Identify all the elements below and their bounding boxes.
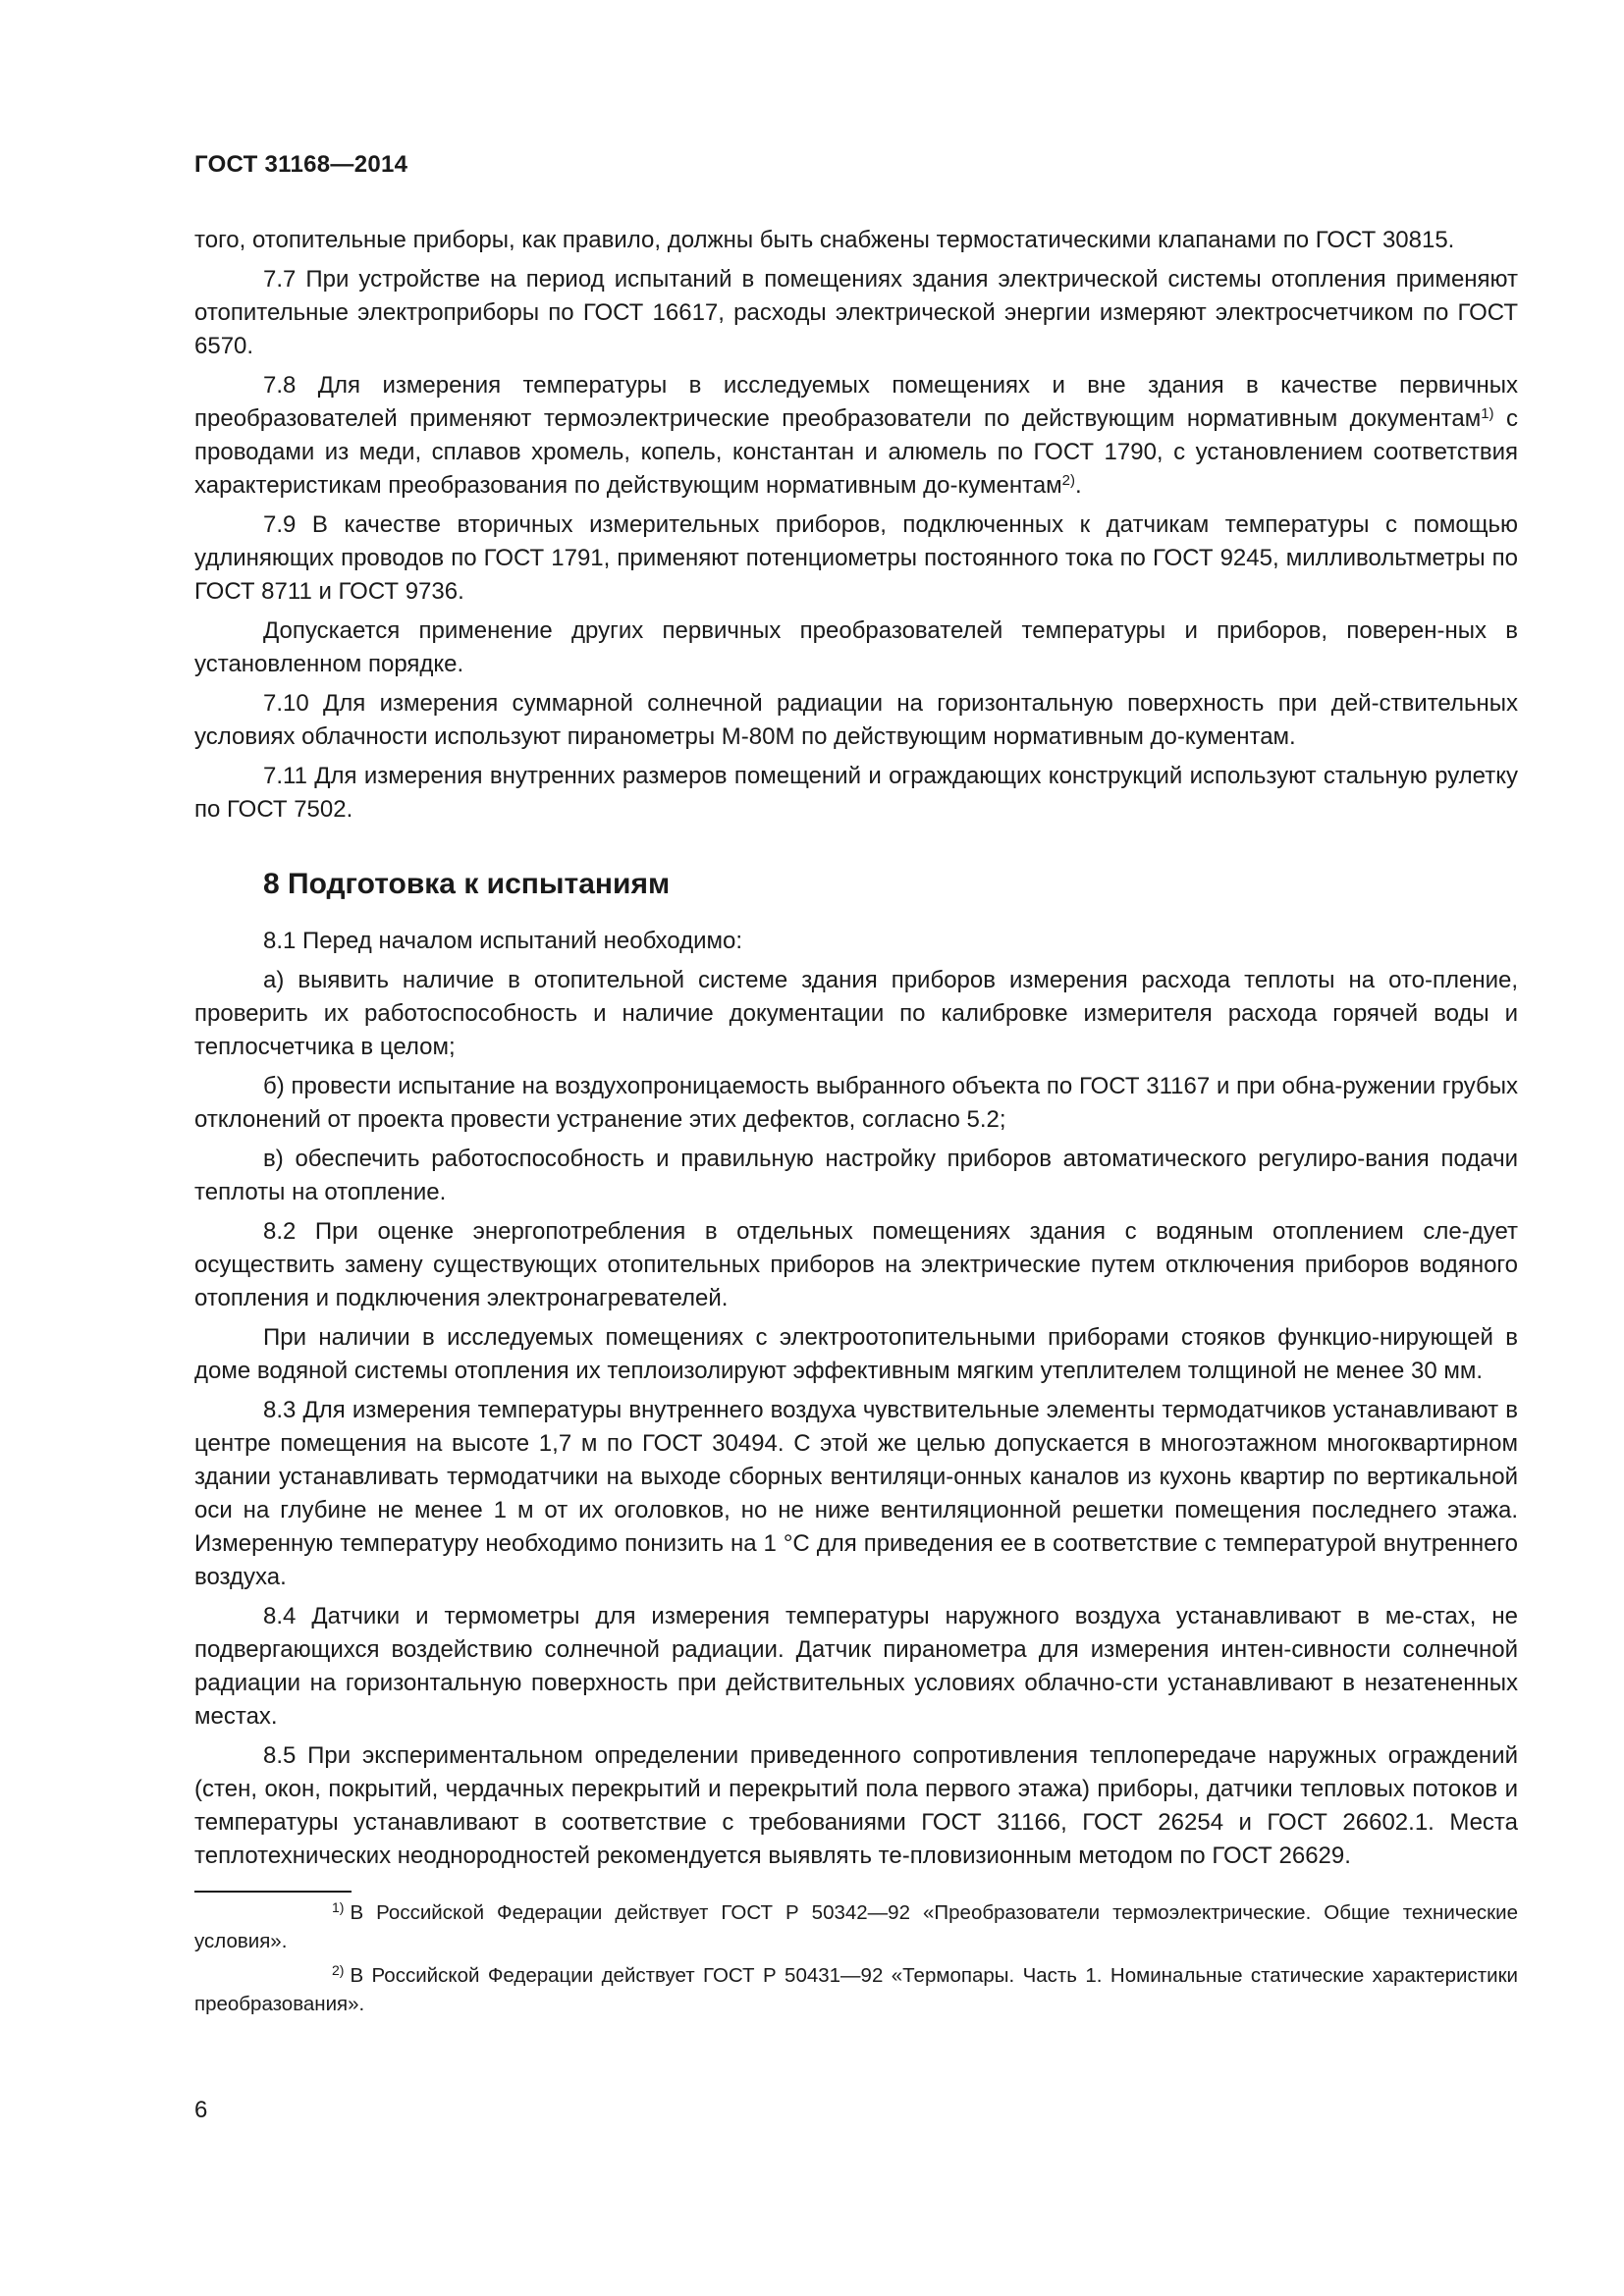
page-content bbox=[194, 224, 1518, 2024]
footnote-ref-1: 1) bbox=[1481, 405, 1494, 422]
paragraph-continuation: того, отопительные приборы, как правило, должны быть снабжены термостатическими клапанами по ГОСТ 30815. bbox=[194, 227, 1455, 253]
paragraph-8-1-c: в) обеспечить работоспособность и правильную настройку приборов автоматического регулиро-вания подачи теплоты на отопление. bbox=[194, 1146, 1518, 1205]
footnote-separator bbox=[194, 1891, 352, 1893]
paragraph-8-1-a: а) выявить наличие в отопительной системе здания приборов измерения расхода теплоты на ото-пление, проверить их работоспособность и наличие документации по калибровке измерителя расхода горячей воды и теплосчетчика в целом; bbox=[194, 967, 1518, 1060]
footnote-ref-2: 2) bbox=[1061, 472, 1076, 489]
footnote-2: $^{2)}$ В Российской Федерации действует ГОСТ Р 50431—92 «Термопары. Часть 1. Номинальные статические характеристики преобразования». bbox=[194, 1962, 1518, 2015]
paragraph-7-8 bbox=[194, 369, 1518, 503]
paragraph-7-9: 7.9 В качестве вторичных измерительных приборов, подключенных к датчикам температуры с помощью удлиняющих проводов по ГОСТ 1791, применяют потенциометры постоянного тока по ГОСТ 9245, милливольтметры по ГОСТ 8711 и ГОСТ 9736. bbox=[194, 511, 1518, 605]
paragraph-8-1: 8.1 Перед началом испытаний необходимо: bbox=[263, 928, 743, 954]
paragraph-7-10: 7.10 Для измерения суммарной солнечной радиации на горизонтальную поверхность при дей-ствительных условиях облачности используют пиранометры М-80М по действующим нормативным до-кументам. bbox=[194, 690, 1518, 750]
footnotes bbox=[194, 1898, 1518, 2018]
paragraph-7-8-part-1: 7.8 Для измерения температуры в исследуемых помещениях и вне здания в качестве первичных преобразователей применяют термоэлектрические преобразователи по действующим нормативным документам bbox=[194, 372, 1518, 432]
paragraph-7-9-note: Допускается применение других первичных преобразователей температуры и приборов, поверен-ных в установленном порядке. bbox=[194, 617, 1518, 677]
footnote-2-text: В Российской Федерации действует ГОСТ Р 50431—92 «Термопары. Часть 1. Номинальные статические характеристики преобразования». bbox=[194, 1964, 1518, 2015]
paragraph-8-4: 8.4 Датчики и термометры для измерения температуры наружного воздуха устанавливают в ме-стах, не подвергающихся воздействию солнечной радиации. Датчик пиранометра для измерения интен-сивности солнечной радиации на горизонтальную поверхность при действительных условиях облачно-сти устанавливают в незатененных местах. bbox=[194, 1603, 1518, 1730]
paragraph-7-8-part-2: с проводами из меди, сплавов хромель, копель, константан и алюмель по ГОСТ 1790, с установлением соответствия характеристикам преобразования по действующим нормативным до-кументам bbox=[194, 405, 1518, 499]
paragraph-8-3: 8.3 Для измерения температуры внутреннего воздуха чувствительные элементы термодатчиков устанавливают в центре помещения на высоте 1,7 м по ГОСТ 30494. С этой же целью допускается в многоэтажном многоквартирном здании устанавливать термодатчики на выходе сборных вентиляци-онных каналов из кухонь квартир по вертикальной оси на глубине не менее 1 м от их оголовков, но не ниже вентиляционной решетки помещения последнего этажа. Измеренную температуру необходимо понизить на 1 °С для приведения ее в соответствие с температурой внутреннего воздуха. bbox=[194, 1397, 1518, 1590]
paragraph-8-1-b: б) провести испытание на воздухопроницаемость выбранного объекта по ГОСТ 31167 и при обна-ружении грубых отклонений от проекта провести устранение этих дефектов, согласно 5.2; bbox=[194, 1073, 1518, 1133]
document-header: ГОСТ 31168—2014 bbox=[194, 151, 408, 178]
paragraph-7-11: 7.11 Для измерения внутренних размеров помещений и ограждающих конструкций используют стальную рулетку по ГОСТ 7502. bbox=[194, 763, 1518, 823]
paragraph-7-7: 7.7 При устройстве на период испытаний в помещениях здания электрической системы отопления применяют отопительные электроприборы по ГОСТ 16617, расходы электрической энергии измеряют электросчетчиком по ГОСТ 6570. bbox=[194, 266, 1518, 359]
footnote-1: $^{1)}$ В Российской Федерации действует ГОСТ Р 50342—92 «Преобразователи термоэлектрические. Общие технические условия». bbox=[194, 1899, 1518, 1952]
section-title: 8 Подготовка к испытаниям bbox=[263, 868, 671, 900]
paragraph-8-2: 8.2 При оценке энергопотребления в отдельных помещениях здания с водяным отоплением сле-дует осуществить замену существующих отопительных приборов на электрические путем отключения приборов водяного отопления и подключения электронагревателей. bbox=[194, 1218, 1518, 1311]
paragraph-8-5: 8.5 При экспериментальном определении приведенного сопротивления теплопередаче наружных ограждений (стен, окон, покрытий, чердачных перекрытий и перекрытий пола первого этажа) приборы, датчики тепловых потоков и температуры устанавливают в соответствие с требованиями ГОСТ 31166, ГОСТ 26254 и ГОСТ 26602.1. Места теплотехнических неоднородностей рекомендуется выявлять те-пловизионным методом по ГОСТ 26629. bbox=[194, 1742, 1518, 1869]
paragraph-8-2-note: При наличии в исследуемых помещениях с электроотопительными приборами стояков функцио-нирующей в доме водяной системы отопления их теплоизолируют эффективным мягким утеплителем толщиной не менее 30 мм. bbox=[194, 1324, 1518, 1384]
footnote-1-text: В Российской Федерации действует ГОСТ Р 50342—92 «Преобразователи термоэлектрические. Общие технические условия». bbox=[194, 1901, 1518, 1952]
page-number: 6 bbox=[194, 2097, 208, 2123]
paragraph-7-8-part-3: . bbox=[1075, 472, 1082, 499]
